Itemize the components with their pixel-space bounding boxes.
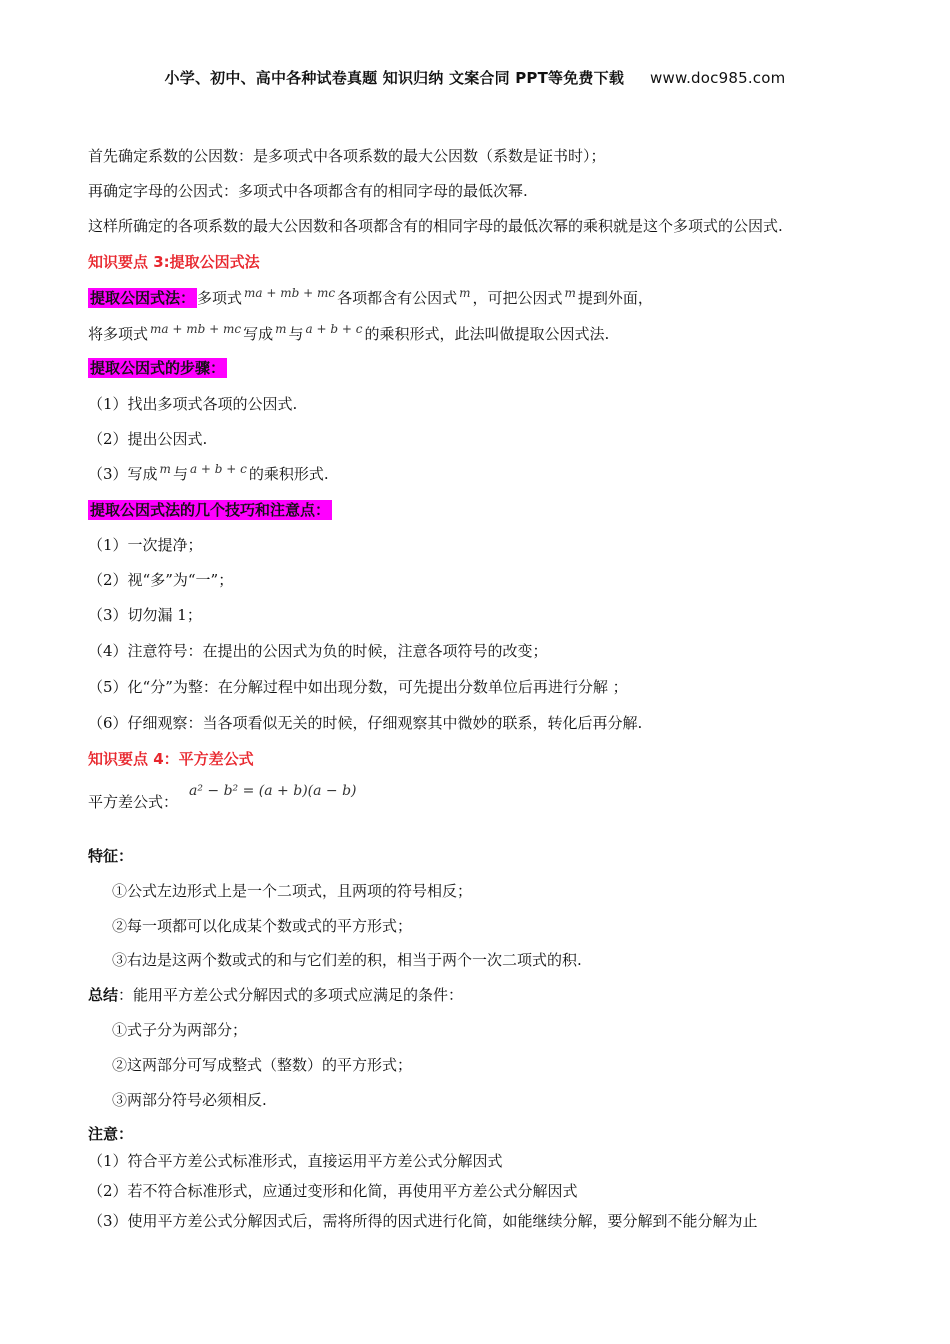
tip-6: （6）仔细观察：当各项看似无关的时候，仔细观察其中微妙的联系，转化后再分解. xyxy=(88,714,643,732)
section-title-point4: 知识要点 4：平方差公式 xyxy=(88,750,254,768)
note-2: （2）若不符合标准形式，应通过变形和化简，再使用平方差公式分解因式 xyxy=(88,1182,578,1200)
page-header xyxy=(0,67,950,88)
step-1: （1）找出多项式各项的公因式. xyxy=(88,395,298,413)
condition-2: ②这两部分可写成整式（整数）的平方形式； xyxy=(112,1056,413,1074)
intro-line-3: 这样所确定的各项系数的最大公因数和各项都含有的相同字母的最低次幂的乘积就是这个多项式的公因式. xyxy=(88,217,783,235)
intro-line-1: 首先确定系数的公因数：是多项式中各项系数的最大公因数（系数是证书时）； xyxy=(88,147,606,165)
feature-1: ①公式左边形式上是一个二项式，且两项的符号相反； xyxy=(112,882,473,900)
difference-of-squares-formula: a² − b² = (a + b)(a − b) xyxy=(189,783,357,799)
feature-2: ②每一项都可以化成某个数或式的平方形式； xyxy=(112,917,413,935)
features-label: 特征： xyxy=(88,847,134,865)
feature-3: ③右边是这两个数或式的和与它们差的积，相当于两个一次二项式的积. xyxy=(112,951,582,969)
tip-3: （3）切勿漏 1； xyxy=(88,606,202,624)
header-site-link[interactable]: www.doc985.com xyxy=(650,69,786,87)
definition-line-1: 提取公因式法： 多项式 $^{ma + mb + mc}$ 各项都含有公因式 $^m$ ，可把公因式 $^m$ 提到外面， xyxy=(90,286,653,307)
note-1: （1）符合平方差公式标准形式，直接运用平方差公式分解因式 xyxy=(88,1152,503,1170)
formula-ma-mb-mc: ma + mb + mc xyxy=(244,286,336,300)
definition-label: 提取公因式法： xyxy=(90,289,196,307)
note-label: 注意： xyxy=(88,1125,134,1143)
summary-label: 总结 xyxy=(88,986,119,1004)
section-title-point3: 知识要点 3:提取公因式法 xyxy=(88,253,260,271)
formula-label: 平方差公式： xyxy=(88,793,179,811)
summary-line: 总结：能用平方差公式分解因式的多项式应满足的条件： xyxy=(88,986,464,1004)
step-2: （2）提出公因式. xyxy=(88,430,208,448)
definition-line-2: 将多项式 $^{ma + mb + mc}$ 写成 $^m$ 与 $^{a + b + c}$ 的乘积形式，此法叫做提取公因式法. xyxy=(88,322,610,343)
steps-label: 提取公因式的步骤： xyxy=(90,359,226,377)
intro-line-2: 再确定字母的公因式：多项式中各项都含有的相同字母的最低次幂. xyxy=(88,182,528,200)
condition-1: ①式子分为两部分； xyxy=(112,1021,248,1039)
step-3: （3）写成 $^m$ 与 $^{a + b + c}$ 的乘积形式. xyxy=(88,462,329,483)
tip-2: （2）视“多”为“一”； xyxy=(88,571,234,589)
tip-1: （1）一次提净； xyxy=(88,536,203,554)
tip-4: （4）注意符号：在提出的公因式为负的时候，注意各项符号的改变； xyxy=(88,642,548,660)
condition-3: ③两部分符号必须相反. xyxy=(112,1091,267,1109)
tip-5: （5）化“分”为整：在分解过程中如出现分数，可先提出分数单位后再进行分解 ； xyxy=(88,678,628,696)
tips-label: 提取公因式法的几个技巧和注意点： xyxy=(90,501,331,519)
header-title: 小学、初中、高中各种试卷真题 知识归纳 文案合同 PPT等免费下载 xyxy=(164,69,625,87)
note-3: （3）使用平方差公式分解因式后，需将所得的因式进行化简，如能继续分解，要分解到不能分解为止 xyxy=(88,1212,758,1230)
